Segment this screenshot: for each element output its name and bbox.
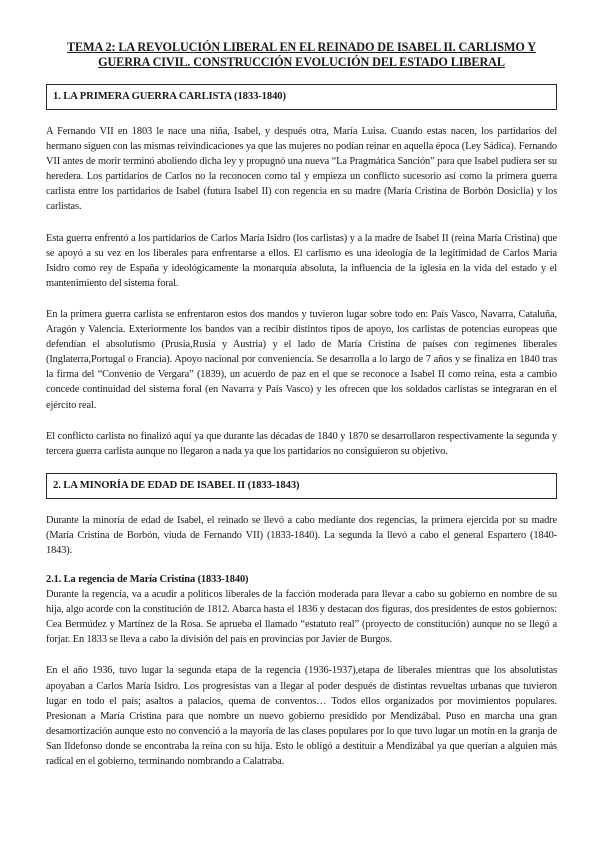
- paragraph: En el año 1936, tuvo lugar la segunda etapa de la regencia (1936-1937),etapa de liberales mientras que los absolutistas apoyaban a Carlos María Isidro. Los progresistas van a llegar al poder después de distintas revueltas urbanas que tuvieron lugar en todo el país; asaltos a palacios, quema de conventos… Todos ellos organizados por movimientos populares. Presionan a María Cristina para que nombre un nuevo gobierno presidido por Mendizábal. Puso en marcha una gran desamortización aunque esto no convenció a la mayoría de las clases populares por lo que tuvo lugar un motín en la granja de San Ildefonso donde se encontraba la reina con su hija. Esto le obligó a destituir a Mendizábal ya que querían a alguien más radical en el gobierno, terminando nombrando a Calatraba.: [46, 665, 557, 767]
- paragraph: Esta guerra enfrentó a los partidarios de Carlos María Isidro (los carlistas) y a la madre de Isabel II (reina María Cristina) que se apoyó a su vez en los liberales para enfrentarse a ellos. El carlismo es una ideología de la legitimidad de Carlos María Isidro como rey de España y ideológicamente la monarquía absoluta, la influencia de la iglesia en la vida del estado y el mantenimiento del sistema foral.: [46, 232, 557, 289]
- subsection-heading-regencia-maria-cristina: 2.1. La regencia de María Cristina (1833-1840): [46, 574, 249, 586]
- section-heading-primera-guerra-carlista: 1. LA PRIMERA GUERRA CARLISTA (1833-1840): [46, 84, 557, 110]
- section-heading-minoria-de-edad: 2. LA MINORÍA DE EDAD DE ISABEL II (1833-1843): [46, 473, 557, 499]
- paragraph: Durante la regencia, va a acudir a políticos liberales de la facción moderada para llevar a cabo su gobierno en nombre de su hija, algo acorde con la constitución de 1812. Abarca hasta el 1836 y destacan dos figuras, dos presidentes de estos gobiernos: Cea Bermúdez y Martínez de la Rosa. Se aprueba el llamado “estatuto real” (proyecto de constitución) aunque no se llegó a forjar. En 1833 se lleva a cabo la división del país en provincias por Javier de Burgos.: [46, 589, 557, 646]
- paragraph: Durante la minoría de edad de Isabel, el reinado se llevó a cabo mediante dos regencias, la primera ejercida por su madre (María Cristina de Borbón, viuda de Fernando VII) (1833-1840). La segunda la llevó a cabo el general Espartero (1840-1843).: [46, 514, 557, 556]
- paragraph: En la primera guerra carlista se enfrentaron estos dos mandos y tuvieron lugar sobre todo en: País Vasco, Navarra, Cataluña, Aragón y Valencia. Exteriormente los bandos van a recibir distintos tipos de apoyo, los carlistas de potencias europeas que defendían el absolutismo (Prusia,Rusia y Austria) y el lado de María Cristina de países con regímenes liberales (Inglaterra,Portugal o Francia). Apoyo nacional por conveniencia. Se desarrolla a lo largo de 7 años y se finaliza en 1840 tras la firma del “Convenio de Vergara” (1839), un acuerdo de paz en el que se reconoce a Isabel II como reina, esta a cambio concede continuidad del sistema foral (en Navarra y País Vasco) y les ofrecen que los soldados carlistas se integraran en el ejército real.: [46, 308, 557, 411]
- paragraph: A Fernando VII en 1803 le nace una niña, Isabel, y después otra, María Luisa. Cuando estas nacen, los partidarios del hermano siguen con las mismas reivindicaciones ya que las mujeres no podían reinar en aquella época (Ley Sádica). Fernando VII antes de morir terminó aboliendo dicha ley y propugnó una nueva “La Pragmática Sanción” para que Isabel pudiera ser su heredera. Los partidarios de Carlos no la reconocen como tal y empieza un conflicto sucesorio así como la primera guerra carlista entre los partidarios de Isabel (futura Isabel II) con regencia en su madre (María Cristina de Borbón Dosiclia) y los carlistas.: [46, 126, 557, 213]
- document-page: [46, 40, 557, 769]
- paragraph: El conflicto carlista no finalizó aquí ya que durante las décadas de 1840 y 1870 se desarrollaron respectivamente la segunda y tercera guerra carlista aunque no llegaron a nada ya que los partidarios no consiguieron su objetivo.: [46, 430, 557, 457]
- document-title: TEMA 2: LA REVOLUCIÓN LIBERAL EN EL REINADO DE ISABEL II. CARLISMO Y GUERRA CIVIL. CONSTRUCCIÓN EVOLUCIÓN DEL ESTADO LIBERAL: [67, 40, 536, 69]
